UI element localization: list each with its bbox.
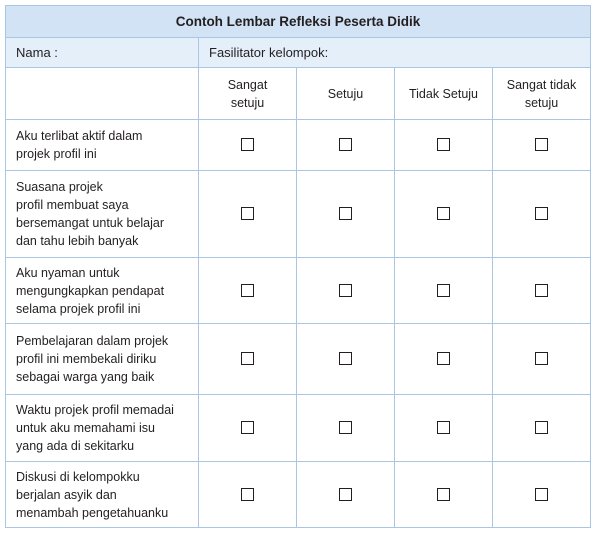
- column-header: Sangat setuju: [199, 68, 297, 120]
- rating-checkbox[interactable]: [535, 421, 548, 434]
- rating-cell: [395, 462, 493, 528]
- column-header-row: [6, 68, 591, 120]
- rating-cell: [297, 395, 395, 462]
- rating-checkbox[interactable]: [241, 284, 254, 297]
- rating-cell: [493, 395, 591, 462]
- name-label: Nama :: [6, 38, 199, 68]
- rating-checkbox[interactable]: [241, 488, 254, 501]
- rating-cell: [493, 258, 591, 324]
- rating-cell: [199, 462, 297, 528]
- rating-checkbox[interactable]: [535, 284, 548, 297]
- rating-checkbox[interactable]: [437, 284, 450, 297]
- rating-cell: [297, 171, 395, 258]
- rating-cell: [199, 395, 297, 462]
- column-header: Setuju: [297, 68, 395, 120]
- statement-row: [6, 462, 591, 528]
- rating-checkbox[interactable]: [437, 207, 450, 220]
- rating-cell: [199, 324, 297, 395]
- statement-text: Diskusi di kelompokku berjalan asyik dan menambah pengetahuanku: [6, 462, 199, 528]
- rating-checkbox[interactable]: [535, 488, 548, 501]
- rating-checkbox[interactable]: [535, 138, 548, 151]
- rating-checkbox[interactable]: [535, 352, 548, 365]
- statement-text: Aku terlibat aktif dalam projek profil ini: [6, 120, 199, 171]
- statement-row: [6, 324, 591, 395]
- rating-cell: [395, 120, 493, 171]
- rating-checkbox[interactable]: [339, 207, 352, 220]
- rating-checkbox[interactable]: [437, 421, 450, 434]
- column-header: Tidak Setuju: [395, 68, 493, 120]
- rating-checkbox[interactable]: [535, 207, 548, 220]
- statement-row: [6, 171, 591, 258]
- statement-text: Suasana projek profil membuat saya bersemangat untuk belajar dan tahu lebih banyak: [6, 171, 199, 258]
- rating-checkbox[interactable]: [241, 138, 254, 151]
- rating-checkbox[interactable]: [339, 138, 352, 151]
- rating-cell: [395, 395, 493, 462]
- rating-checkbox[interactable]: [437, 138, 450, 151]
- statement-text: Pembelajaran dalam projek profil ini membekali diriku sebagai warga yang baik: [6, 324, 199, 395]
- info-row: [6, 38, 591, 68]
- statement-row: [6, 258, 591, 324]
- statement-row: [6, 395, 591, 462]
- rating-cell: [493, 462, 591, 528]
- rating-cell: [297, 120, 395, 171]
- sheet-title: Contoh Lembar Refleksi Peserta Didik: [6, 6, 591, 38]
- rating-cell: [493, 324, 591, 395]
- column-header: Sangat tidak setuju: [493, 68, 591, 120]
- rating-checkbox[interactable]: [437, 488, 450, 501]
- header-blank-cell: [6, 68, 199, 120]
- statement-text: Aku nyaman untuk mengungkapkan pendapat selama projek profil ini: [6, 258, 199, 324]
- rating-cell: [297, 258, 395, 324]
- title-row: [6, 6, 591, 38]
- facilitator-label: Fasilitator kelompok:: [199, 38, 591, 68]
- rating-cell: [199, 171, 297, 258]
- rating-cell: [297, 462, 395, 528]
- rating-cell: [199, 120, 297, 171]
- rating-cell: [297, 324, 395, 395]
- rating-cell: [199, 258, 297, 324]
- rating-cell: [395, 171, 493, 258]
- rating-checkbox[interactable]: [437, 352, 450, 365]
- rating-checkbox[interactable]: [339, 421, 352, 434]
- rating-cell: [493, 120, 591, 171]
- statement-text: Waktu projek profil memadai untuk aku memahami isu yang ada di sekitarku: [6, 395, 199, 462]
- rating-cell: [493, 171, 591, 258]
- rating-cell: [395, 324, 493, 395]
- rating-checkbox[interactable]: [241, 352, 254, 365]
- rating-cell: [395, 258, 493, 324]
- statement-row: [6, 120, 591, 171]
- rating-checkbox[interactable]: [339, 488, 352, 501]
- reflection-sheet-table: [5, 5, 591, 528]
- rating-checkbox[interactable]: [339, 352, 352, 365]
- rating-checkbox[interactable]: [339, 284, 352, 297]
- rating-checkbox[interactable]: [241, 207, 254, 220]
- rating-checkbox[interactable]: [241, 421, 254, 434]
